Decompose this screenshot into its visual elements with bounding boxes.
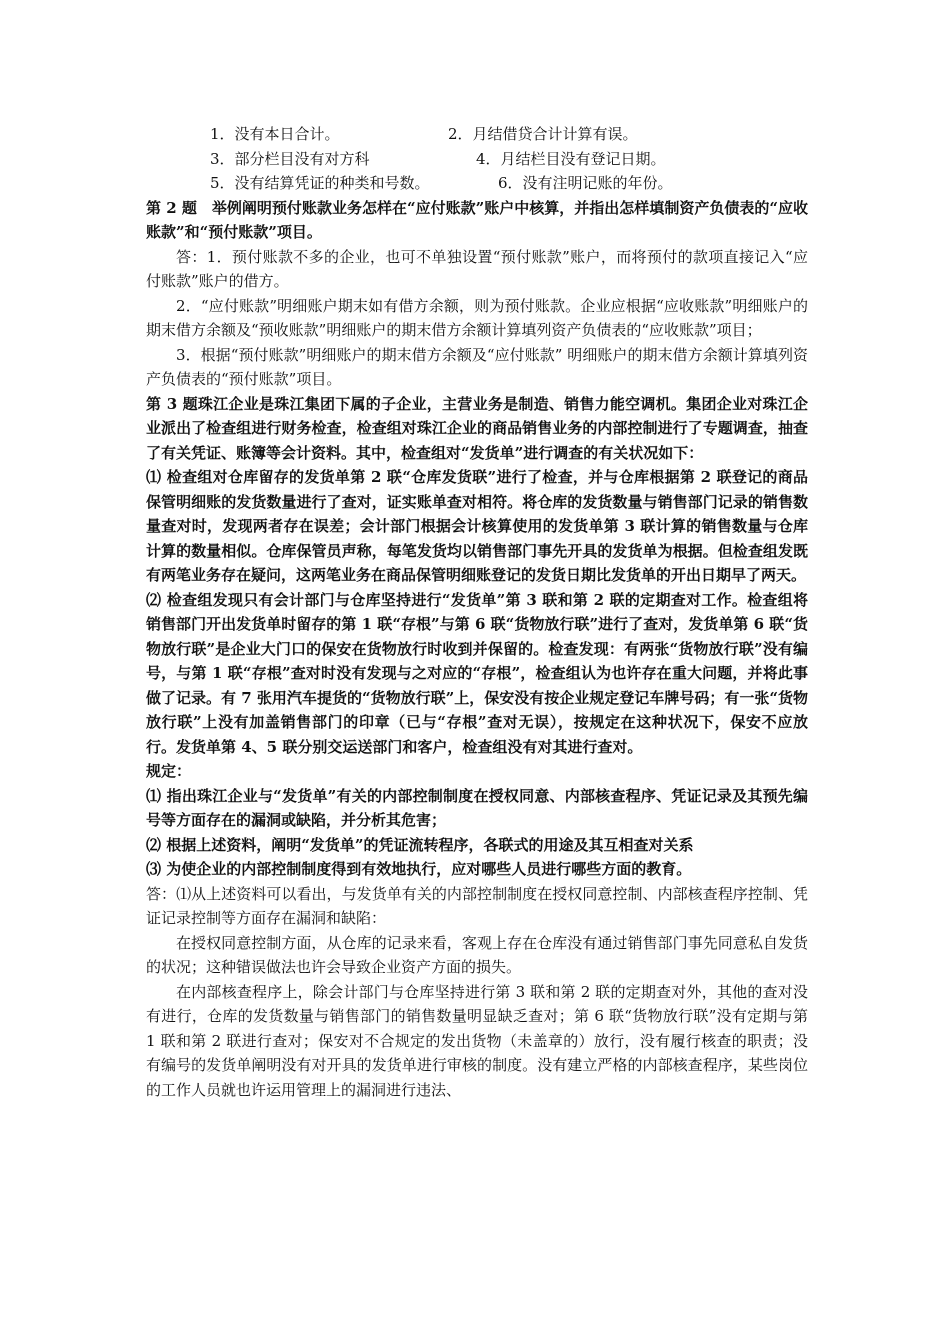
list-item: 6．没有注明记账的年份。 [498, 174, 673, 192]
list-row [146, 122, 808, 147]
answer-paragraph: 在授权同意控制方面，从仓库的记录来看，客观上存在仓库没有通过销售部门事先同意私自发货的状况；这种错误做法也许会导致企业资产方面的损失。 [146, 933, 808, 976]
answer-paragraph: 3．根据“预付账款”明细账户的期末借方余额及“应付账款” 明细账户的期末借方余额计算填列资产负债表的“预付账款”项目。 [146, 345, 808, 388]
answer-paragraph: 2．“应付账款”明细账户期末如有借方余额，则为预付账款。企业应根据“应收账款”明细账户的期末借方余额及“预收账款”明细账户的期末借方余额计算填列资产负债表的“应收账款”项目； [146, 296, 808, 339]
answer-paragraph: 答：1．预付账款不多的企业，也可不单独设置“预付账款”账户，而将预付的款项直接记入“应付账款”账户的借方。 [146, 247, 808, 290]
list-row [146, 147, 808, 172]
requirement-item: ⑶ 为使企业的内部控制制度得到有效地执行，应对哪些人员进行哪些方面的教育。 [146, 860, 692, 878]
case-paragraph: ⑵ 检查组发现只有会计部门与仓库坚持进行“发货单”第 3 联和第 2 联的定期查对工作。检查组将销售部门开出发货单时留存的第 1 联“存根”与第 6 联“货物放行联”进行了查对，发货单第 6 联“货物放行联”是企业大门口的保安在货物放行时收到并保留的。检查发现：有两张“货物放行联”没有编号，与第 1 联“存根”查对时没有发现与之对应的“存根”，检查组认为也许存在重大问题，并将此事做了记录。有 7 张用汽车提货的“货物放行联”上，保安没有按企业规定登记车牌号码；有一张“货物放行联”上没有加盖销售部门的印章（已与“存根”查对无误），按规定在这种状况下，保安不应放行。发货单第 4、5 联分别交运送部门和客户，检查组没有对其进行查对。 [146, 590, 808, 756]
answer-paragraph: 在内部核查程序上，除会计部门与仓库坚持进行第 3 联和第 2 联的定期查对外，其他的查对没有进行，仓库的发货数量与销售部门的销售数量明显缺乏查对；第 6 联“货物放行联”没有定期与第 1 联和第 2 联进行查对；保安对不合规定的发出货物（未盖章的）放行，没有履行核查的职责；没有编号的发货单阐明没有对开具的发货单进行审核的制度。没有建立严格的内部核查程序，某些岗位的工作人员就也许运用管理上的漏洞进行违法、 [146, 982, 808, 1099]
list-item: 3．部分栏目没有对方科 [210, 149, 370, 168]
question-3-intro: 第 3 题珠江企业是珠江集团下属的子企业，主营业务是制造、销售力能空调机。集团企业对珠江企业派出了检查组进行财务检查，检查组对珠江企业的商品销售业务的内部控制进行了专题调查，抽查了有关凭证、账簿等会计资料。其中，检查组对“发货单”进行调查的有关状况如下： [146, 394, 808, 462]
question-2-title: 第 2 题 举例阐明预付账款业务怎样在“应付账款”账户中核算，并指出怎样填制资产负债表的“应收账款”和“预付账款”项目。 [146, 198, 808, 241]
answer-paragraph: 答：⑴从上述资料可以看出，与发货单有关的内部控制制度在授权同意控制、内部核查程序控制、凭证记录控制等方面存在漏洞和缺陷： [146, 884, 808, 927]
document-page [146, 122, 808, 1102]
list-item: 2．月结借贷合计计算有误。 [448, 125, 638, 143]
list-item: 5．没有结算凭证的种类和号数。 [210, 174, 430, 192]
list-item: 4．月结栏目没有登记日期。 [476, 149, 666, 168]
requirement-label: 规定： [146, 762, 192, 780]
requirement-item: ⑵ 根据上述资料，阐明“发货单”的凭证流转程序，各联式的用途及其互相查对关系 [146, 835, 694, 854]
requirement-item: ⑴ 指出珠江企业与“发货单”有关的内部控制制度在授权同意、内部核查程序、凭证记录及其预先编号等方面存在的漏洞或缺陷，并分析其危害； [146, 786, 808, 829]
case-paragraph: ⑴ 检查组对仓库留存的发货单第 2 联“仓库发货联”进行了检查，并与仓库根据第 2 联登记的商品保管明细账的发货数量进行了查对，证实账单查对相符。将仓库的发货数量与销售部门记录的销售数量查对时，发现两者存在误差；会计部门根据会计核算使用的发货单第 3 联计算的销售数量与仓库计算的数量相似。仓库保管员声称，每笔发货均以销售部门事先开具的发货单为根据。但检查组发既有两笔业务存在疑问，这两笔业务在商品保管明细账登记的发货日期比发货单的开出日期早了两天。 [146, 468, 808, 584]
list-item: 1．没有本日合计。 [210, 125, 340, 143]
list-row [146, 171, 808, 196]
